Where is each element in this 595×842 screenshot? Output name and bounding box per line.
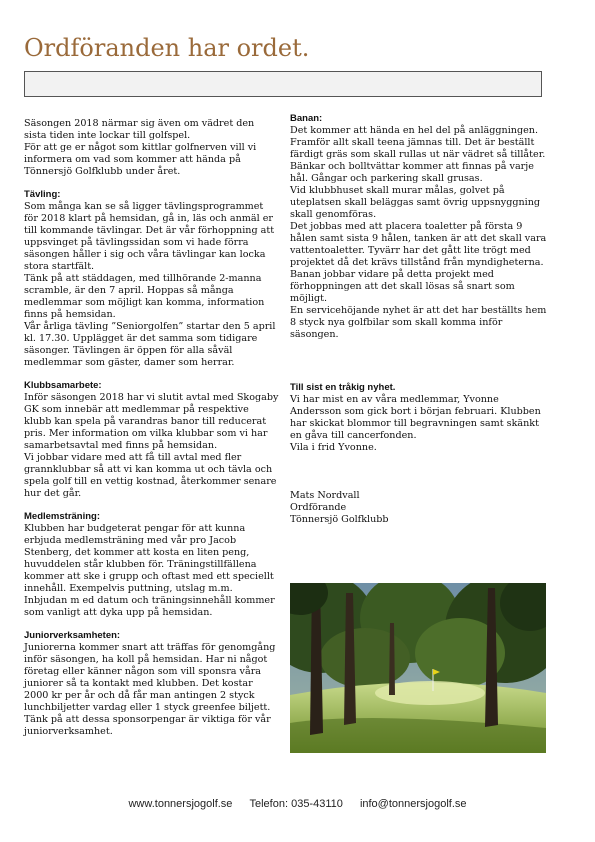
- footer-website: www.tonnersjogolf.se: [128, 798, 233, 810]
- signature-block: [290, 490, 550, 526]
- section-paragraph: Det kommer att hända en hel del på anläggningen. Framför allt skall teena jämnas till. Det är beställt färdigt gräs som skall rullas ut när vädret så tillåter. Bänkar och bolltvättar kommer att finnas på varje hål. Gångar och parkering skall grusas.: [290, 125, 546, 184]
- page-footer: [0, 798, 595, 810]
- intro-section: [24, 118, 279, 178]
- section-paragraph: Vi har mist en av våra medlemmar, Yvonne Andersson som gick bort i början februari. Klubben har skickat blommor till begravningen samt skänkt en gåva till cancerfonden.: [290, 394, 541, 441]
- section-paragraph: Tänk på att städdagen, med tillhörande 2-manna scramble, är den 7 april. Hoppas så många medlemmar som möjligt kan komma, information finns på hemsidan.: [24, 273, 265, 320]
- section-juniorverksamheten: [24, 630, 279, 738]
- section-heading: Juniorverksamheten:: [24, 630, 121, 641]
- right-column: [290, 113, 550, 526]
- section-paragraph: Juniorerna kommer snart att träffas för genomgång inför säsongen, ha koll på hemsidan. Har ni något företag eller känner någon som vill sponsra våra juniorer så ta kontakt med klubben. Det kostar 2000 kr per år och då får man antingen 2 styck lunchbiljetter vardag eller 1 styck greenfee biljett. Tänk på att dessa sponsorpengar är viktiga för vår juniorverksamhet.: [24, 642, 276, 737]
- section-paragraph: Vid klubbhuset skall murar målas, golvet på uteplatsen skall beläggas samt övrig uppsnyggning skall genomföras.: [290, 185, 541, 220]
- section-heading: Till sist en tråkig nyhet.: [290, 382, 396, 393]
- golf-course-photo: [290, 583, 546, 753]
- section-paragraph: En servicehöjande nyhet är att det har beställts hem 8 styck nya golfbilar som skall komma inför säsongen.: [290, 305, 547, 340]
- section-medlemstraning: [24, 511, 279, 619]
- section-paragraph: Som många kan se så ligger tävlingsprogrammet för 2018 klart på hemsidan, gå in, läs och anmäl er till kommande tävlingar. Det är vår förhoppning att uppsvinget på tävlingssidan som vi hade förra säsongen håller i sig och våra tävlingar kan locka stora startfält.: [24, 201, 275, 272]
- footer-phone: Telefon: 035-43110: [249, 798, 343, 810]
- section-heading: Medlemsträning:: [24, 511, 101, 522]
- section-paragraph: Det jobbas med att placera toaletter på första 9 hålen samt sista 9 hålen, tanken är att det skall vara vattentoaletter. Tyvärr har det gått lite trögt med projektet då det krävs tillstånd från myndigheterna. Banan jobbar vidare på detta projekt med förhoppningen att det skall lösas så snart som möjligt.: [290, 221, 547, 304]
- section-tavling: [24, 189, 279, 369]
- left-column: [24, 118, 279, 749]
- section-paragraph: Vår årliga tävling ”Seniorgolfen” startar den 5 april kl. 17.30. Upplägget är det samma som tidigare säsonger. Tävlingen är öppen för alla såväl medlemmar som gäster, damer som herrar.: [24, 321, 276, 368]
- section-heading: Banan:: [290, 113, 323, 124]
- section-klubbsamarbete: [24, 380, 279, 500]
- section-heading: Klubbsamarbete:: [24, 380, 102, 391]
- intro-paragraph: Säsongen 2018 närmar sig även om vädret den sista tiden inte lockar till golfspel.: [24, 118, 255, 141]
- section-banan: [290, 113, 550, 341]
- section-paragraph: Klubben har budgeterat pengar för att kunna erbjuda medlemsträning med vår pro Jacob Stenberg, det kommer att kosta en liten peng, huvuddelen står klubben för. Träningstillfällena kommer att ske i grupp och oftast med ett speciellt innehåll. Exempelvis puttning, utslag m.m. Inbjudan m ed datum och träningsinnehåll kommer som vanligt att dyka upp på hemsidan.: [24, 523, 275, 618]
- section-paragraph: Vila i frid Yvonne.: [290, 442, 377, 453]
- title-banner-box: [24, 71, 542, 97]
- intro-paragraph: För att ge er något som kittlar golfnerven vill vi informera om vad som kommer att hända på Tönnersjö Golfklubb under året.: [24, 142, 257, 177]
- section-heading: Tävling:: [24, 189, 61, 200]
- section-paragraph: Inför säsongen 2018 har vi slutit avtal med Skogaby GK som innebär att medlemmar på respektive klubb kan spela på varandras banor till reducerat pris. Mer information om vilka klubbar som vi har samarbetsavtal med finns på hemsidan.: [24, 392, 279, 451]
- section-paragraph: Vi jobbar vidare med att få till avtal med fler grannklubbar så att vi kan komma ut och tävla och spela golf till en vettig kostnad, återkommer senare hur det går.: [24, 452, 277, 499]
- section-tragisk-nyhet: [290, 382, 550, 454]
- golf-course-illustration: [290, 583, 546, 753]
- page-title: Ordföranden har ordet.: [24, 34, 310, 62]
- signature-name: Mats Nordvall: [290, 490, 360, 501]
- signature-club: Tönnersjö Golfklubb: [290, 514, 389, 525]
- footer-email: info@tonnersjogolf.se: [359, 798, 467, 810]
- signature-role: Ordförande: [290, 502, 347, 513]
